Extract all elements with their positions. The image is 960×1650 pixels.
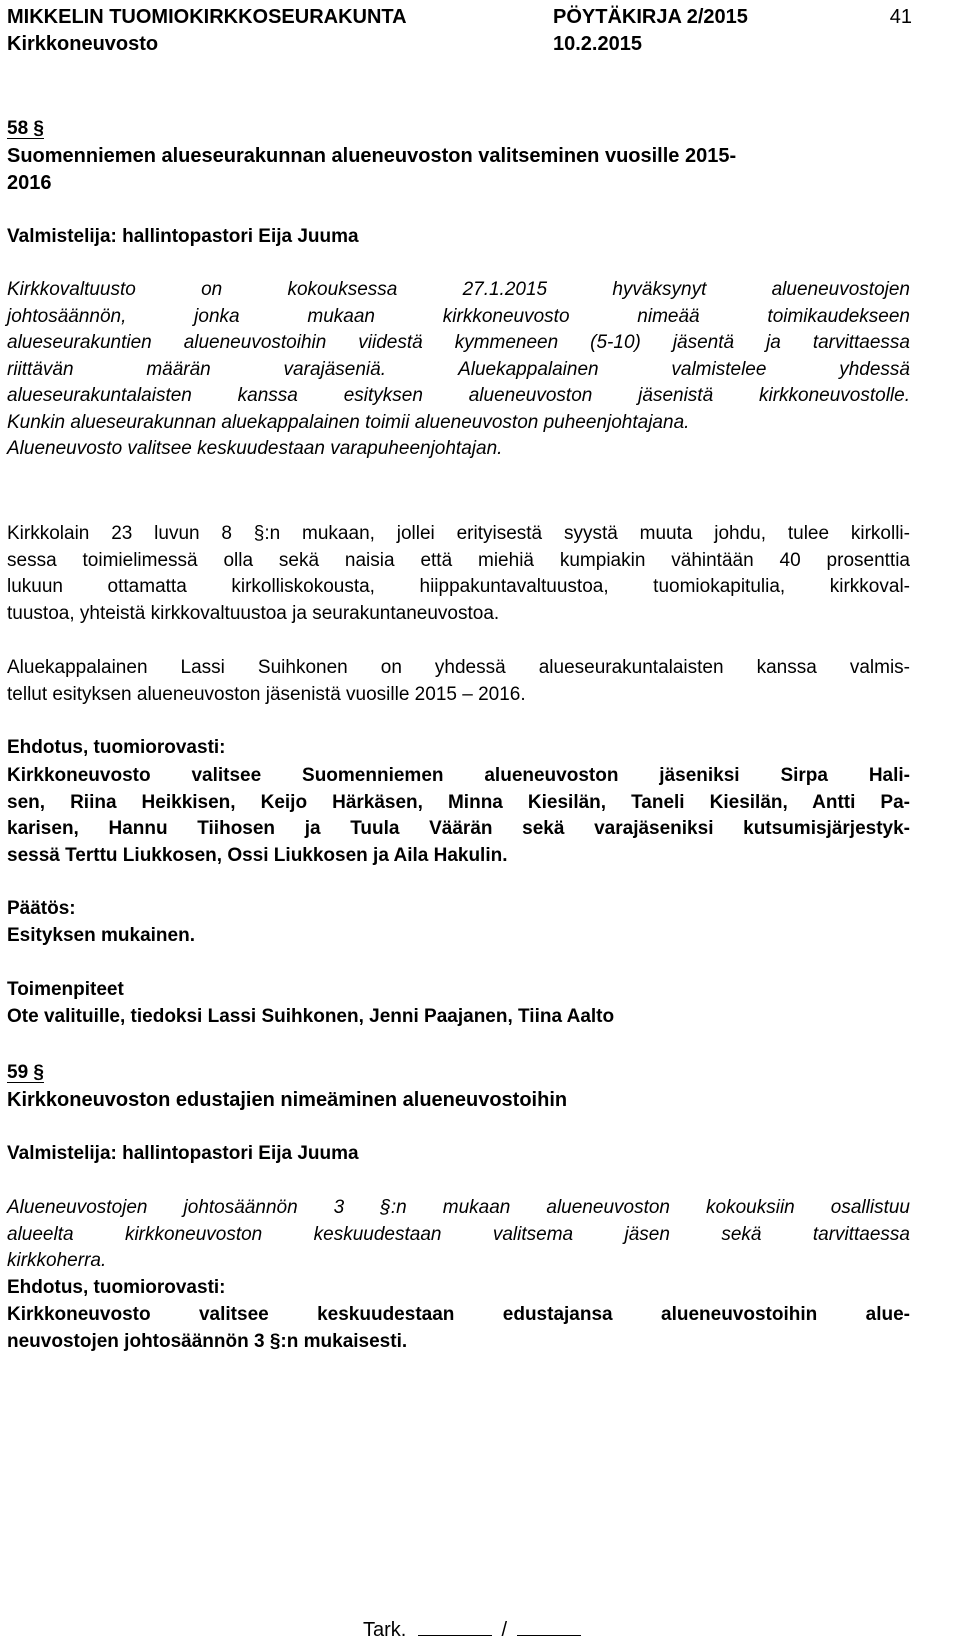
section-58-actions: Ote valituille, tiedoksi Lassi Suihkonen, Jenni Paajanen, Tiina Aalto	[7, 1006, 615, 1027]
footer-separator: /	[501, 1619, 508, 1641]
section-58-paragraph-1: Kirkkovaltuusto on kokouksessa 27.1.2015 hyväksynyt alueneuvostojen johtosäännön, jonka mukaan kirkkoneuvosto nimeää toimikaudekseen alueseurakuntien alueneuvostoihin viidestä kymmeneen (5-10) jäsentä ja tarvittaessa riittävän määrän varajäseniä. Aluekappalainen valmistelee yhdessä alueseurakuntalaisten kanssa esityksen alueneuvoston jäsenistä kirkkoneuvostolle. Kunkin alueseurakunnan aluekappalainen toimii alueneuvoston puheenjohtajana. Alueneuvosto valitsee keskuudestaan varapuheenjohtajan.	[7, 279, 910, 459]
section-58-paragraph-3: Aluekappalainen Lassi Suihkonen on yhdessä alueseurakuntalaisten kanssa valmis- tellut esityksen alueneuvoston jäsenistä vuosille 2015 – 2016.	[7, 657, 910, 705]
header-date: 10.2.2015	[553, 33, 642, 55]
section-58-decision-label: Päätös:	[7, 898, 76, 919]
footer-check-label: Tark.	[363, 1619, 407, 1641]
header-body: Kirkkoneuvosto	[7, 33, 159, 55]
section-58-paragraph-2: Kirkkolain 23 luvun 8 §:n mukaan, jollei erityisestä syystä muuta johdu, tulee kirkolli- sessa toimielimessä olla sekä naisia että miehiä kumpiakin vähintään 40 prosenttia lukuun ottamatta kirkolliskokousta, hiippakuntavaltuustoa, tuomiokapitulia, kirkkoval- tuustoa, yhteistä kirkkovaltuustoa ja seurakuntaneuvostoa.	[7, 523, 910, 624]
footer-check	[363, 1617, 581, 1644]
section-58-proposal-label: Ehdotus, tuomiorovasti:	[7, 737, 226, 758]
section-59-title: Kirkkoneuvoston edustajien nimeäminen alueneuvostoihin	[7, 1089, 568, 1111]
section-58-number-text: 58 §	[7, 118, 44, 139]
header-doc: PÖYTÄKIRJA 2/2015	[553, 6, 748, 28]
section-59-proposal: Kirkkoneuvosto valitsee keskuudestaan edustajansa alueneuvostoihin alue- neuvostojen johtosäännön 3 §:n mukaisesti.	[7, 1304, 910, 1352]
section-59-number	[7, 1060, 957, 1087]
section-58-decision: Esityksen mukainen.	[7, 925, 195, 946]
section-59-paragraph-1: Alueneuvostojen johtosäännön 3 §:n mukaan alueneuvoston kokouksiin osallistuu alueelta kirkkoneuvoston keskuudestaan valitsema jäsen sekä tarvittaessa kirkkoherra.	[7, 1197, 910, 1271]
section-59-number-text: 59 §	[7, 1062, 44, 1083]
section-58-number	[7, 116, 957, 143]
signature-blank-1[interactable]	[418, 1618, 492, 1636]
section-59-proposal-label: Ehdotus, tuomiorovasti:	[7, 1277, 226, 1298]
page-number: 41	[889, 6, 912, 28]
section-58-title: Suomenniemen alueseurakunnan alueneuvoston valitseminen vuosille 2015- 2016	[7, 145, 737, 194]
section-58-proposal: Kirkkoneuvosto valitsee Suomenniemen alueneuvoston jäseniksi Sirpa Hali- sen, Riina Heikkisen, Keijo Härkäsen, Minna Kiesilän, Taneli Kiesilän, Antti Pa- karisen, Hannu Tiihosen ja Tuula Väärän sekä varajäseniksi kutsumisjärjestyk- sessä Terttu Liukkosen, Ossi Liukkosen ja Aila Hakulin.	[7, 765, 910, 866]
section-58-preparer: Valmistelija: hallintopastori Eija Juuma	[7, 226, 359, 247]
section-58-actions-label: Toimenpiteet	[7, 979, 124, 1000]
section-59-preparer: Valmistelija: hallintopastori Eija Juuma	[7, 1143, 359, 1164]
signature-blank-2[interactable]	[517, 1618, 581, 1636]
header-org: MIKKELIN TUOMIOKIRKKOSEURAKUNTA	[7, 6, 407, 28]
